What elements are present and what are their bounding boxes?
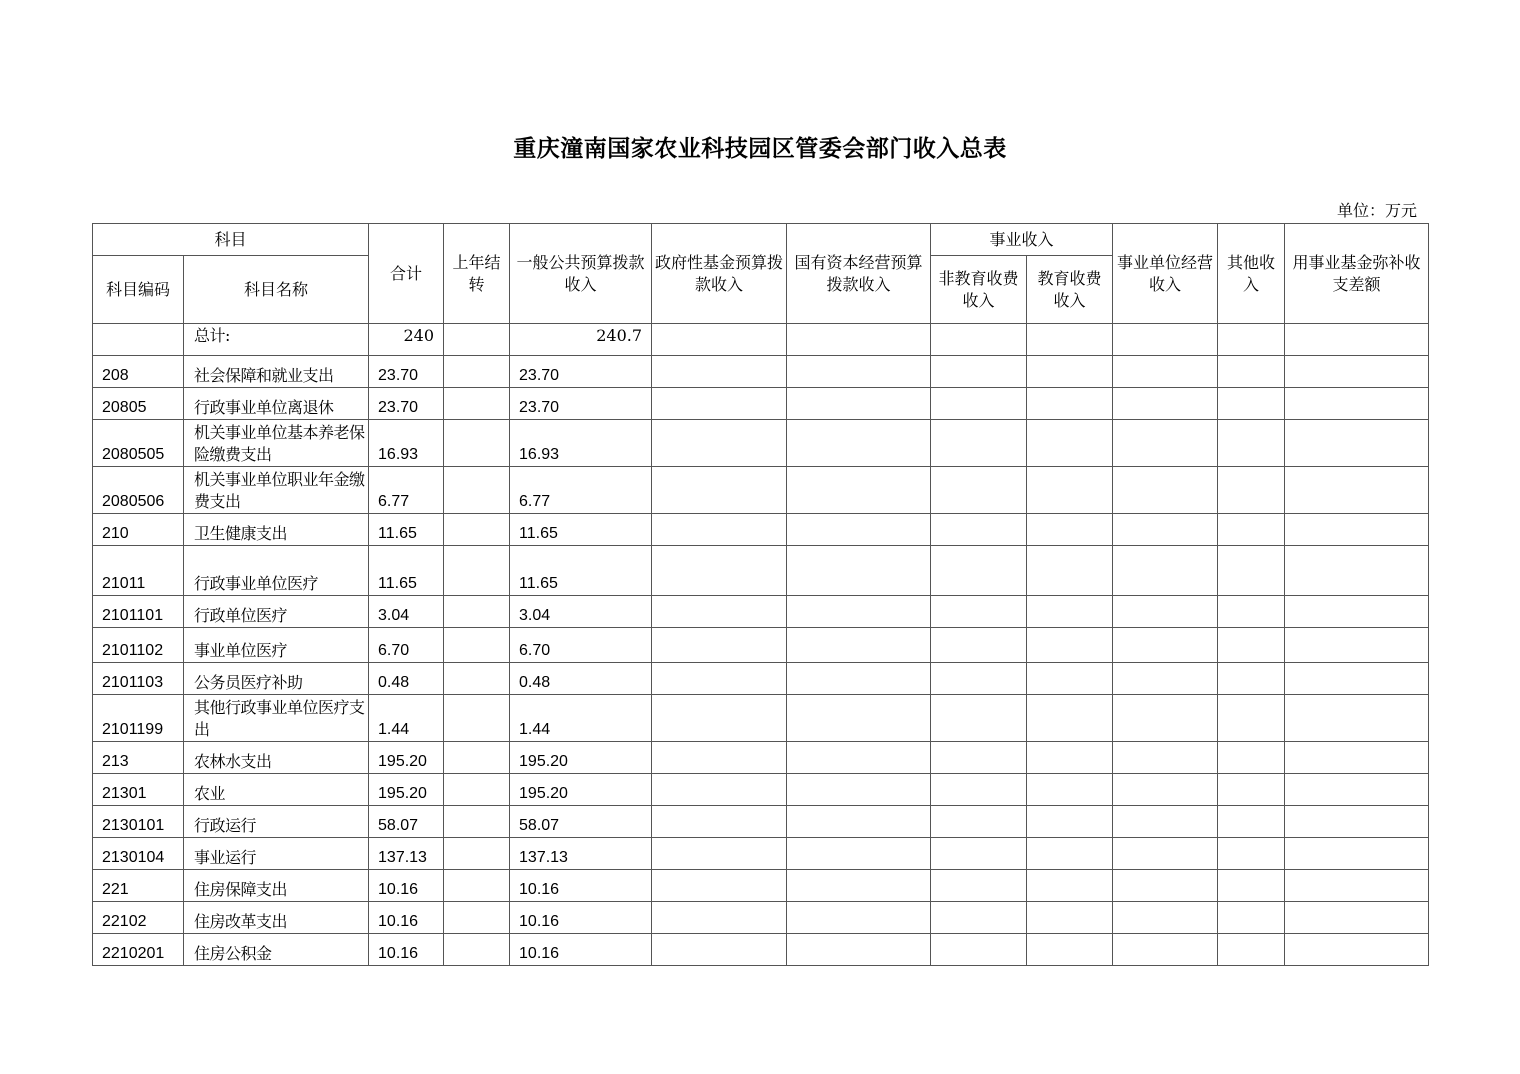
empty-cell [787, 388, 931, 420]
empty-cell [652, 663, 787, 695]
empty-cell [931, 514, 1027, 546]
general-budget-cell: 0.48 [510, 663, 652, 695]
empty-cell [1285, 838, 1429, 870]
total-cell: 195.20 [369, 742, 444, 774]
table-row [93, 628, 1429, 663]
name-cell: 公务员医疗补助 [184, 663, 369, 695]
empty-cell [1027, 663, 1113, 695]
empty-cell [652, 596, 787, 628]
table-row [93, 596, 1429, 628]
header-edu-fee: 教育收费收入 [1027, 256, 1113, 324]
empty-cell [931, 742, 1027, 774]
name-cell: 机关事业单位基本养老保险缴费支出 [184, 420, 369, 467]
general-budget-cell: 11.65 [510, 514, 652, 546]
name-cell: 住房改革支出 [184, 902, 369, 934]
unit-label: 单位：万元 [1336, 201, 1417, 220]
empty-cell [787, 695, 931, 742]
code-cell: 210 [93, 514, 184, 546]
header-subject-name: 科目名称 [184, 256, 369, 324]
empty-cell [1285, 628, 1429, 663]
header-general-budget: 一般公共预算拨款收入 [510, 224, 652, 324]
empty-cell [1218, 695, 1285, 742]
general-budget-cell: 10.16 [510, 902, 652, 934]
empty-cell [1218, 420, 1285, 467]
empty-cell [1027, 356, 1113, 388]
total-cell: 0.48 [369, 663, 444, 695]
empty-cell [1218, 356, 1285, 388]
header-fund-makeup: 用事业基金弥补收支差额 [1285, 224, 1429, 324]
carryover-cell [444, 934, 510, 966]
header-state-capital: 国有资本经营预算拨款收入 [787, 224, 931, 324]
code-cell: 221 [93, 870, 184, 902]
empty-cell [1027, 870, 1113, 902]
empty-cell [931, 596, 1027, 628]
table-row [93, 934, 1429, 966]
empty-cell [1218, 934, 1285, 966]
carryover-cell [444, 742, 510, 774]
total-cell: 16.93 [369, 420, 444, 467]
total-total-cell: 240 [369, 324, 444, 356]
table-row [93, 774, 1429, 806]
empty-cell [1113, 420, 1218, 467]
empty-cell [1027, 628, 1113, 663]
header-other-income: 其他收入 [1218, 224, 1285, 324]
empty-cell [787, 742, 931, 774]
empty-cell [1285, 934, 1429, 966]
empty-cell [1218, 806, 1285, 838]
carryover-cell [444, 870, 510, 902]
table-row [93, 546, 1429, 596]
table-row [93, 695, 1429, 742]
general-budget-cell: 3.04 [510, 596, 652, 628]
carryover-cell [444, 596, 510, 628]
carryover-cell [444, 663, 510, 695]
empty-cell [931, 663, 1027, 695]
empty-cell [1285, 742, 1429, 774]
empty-cell [787, 663, 931, 695]
general-budget-cell: 11.65 [510, 546, 652, 596]
empty-cell [931, 695, 1027, 742]
empty-cell [1113, 934, 1218, 966]
empty-cell [652, 806, 787, 838]
empty-cell [787, 774, 931, 806]
empty-cell [1285, 420, 1429, 467]
carryover-cell [444, 838, 510, 870]
code-cell: 2101199 [93, 695, 184, 742]
empty-cell [931, 870, 1027, 902]
code-cell: 2101101 [93, 596, 184, 628]
table-row [93, 806, 1429, 838]
income-summary-table [92, 223, 1429, 966]
general-budget-cell: 23.70 [510, 356, 652, 388]
empty-cell [931, 934, 1027, 966]
empty-cell [787, 596, 931, 628]
name-cell: 其他行政事业单位医疗支出 [184, 695, 369, 742]
empty-cell [1113, 774, 1218, 806]
name-cell: 行政事业单位离退休 [184, 388, 369, 420]
table-row [93, 663, 1429, 695]
table-row [93, 388, 1429, 420]
header-unit-operation: 事业单位经营收入 [1113, 224, 1218, 324]
general-budget-cell: 10.16 [510, 870, 652, 902]
empty-cell [931, 838, 1027, 870]
general-budget-cell: 6.70 [510, 628, 652, 663]
general-budget-cell: 10.16 [510, 934, 652, 966]
table-row [93, 420, 1429, 467]
general-budget-cell: 137.13 [510, 838, 652, 870]
empty-cell [931, 356, 1027, 388]
name-cell: 卫生健康支出 [184, 514, 369, 546]
empty-cell [1113, 596, 1218, 628]
code-cell: 21301 [93, 774, 184, 806]
empty-cell [652, 774, 787, 806]
empty-cell [1113, 356, 1218, 388]
empty-cell [787, 467, 931, 514]
empty-cell [787, 628, 931, 663]
empty-cell [1027, 596, 1113, 628]
table-row [93, 870, 1429, 902]
total-cell: 137.13 [369, 838, 444, 870]
empty-cell [931, 628, 1027, 663]
empty-cell [1113, 838, 1218, 870]
empty-cell [652, 695, 787, 742]
empty-cell [1027, 420, 1113, 467]
code-cell: 20805 [93, 388, 184, 420]
empty-cell [787, 514, 931, 546]
empty-cell [1285, 663, 1429, 695]
total-cell: 10.16 [369, 902, 444, 934]
empty-cell [787, 902, 931, 934]
name-cell: 行政单位医疗 [184, 596, 369, 628]
empty-cell [1285, 695, 1429, 742]
empty-cell [1027, 934, 1113, 966]
empty-cell [1218, 902, 1285, 934]
table-row [93, 356, 1429, 388]
header-total: 合计 [369, 224, 444, 324]
total-row [93, 324, 1429, 356]
code-cell: 2210201 [93, 934, 184, 966]
empty-cell [1113, 663, 1218, 695]
name-cell: 住房保障支出 [184, 870, 369, 902]
empty-cell [1218, 838, 1285, 870]
empty-cell [652, 546, 787, 596]
carryover-cell [444, 546, 510, 596]
total-general-cell: 240.7 [510, 324, 652, 356]
carryover-cell [444, 467, 510, 514]
empty-cell [1113, 742, 1218, 774]
total-code-cell [93, 324, 184, 356]
empty-cell [1027, 388, 1113, 420]
code-cell: 21011 [93, 546, 184, 596]
name-cell: 事业单位医疗 [184, 628, 369, 663]
empty-cell [1285, 774, 1429, 806]
empty-cell [652, 388, 787, 420]
total-carryover-cell [444, 324, 510, 356]
empty-cell [787, 356, 931, 388]
code-cell: 213 [93, 742, 184, 774]
empty-cell [1218, 546, 1285, 596]
empty-cell [1113, 806, 1218, 838]
name-cell: 农林水支出 [184, 742, 369, 774]
empty-cell [787, 806, 931, 838]
total-cell: 3.04 [369, 596, 444, 628]
empty-cell [1113, 388, 1218, 420]
total-cell: 1.44 [369, 695, 444, 742]
empty-cell [1285, 388, 1429, 420]
empty-cell [1285, 596, 1429, 628]
header-business-income: 事业收入 [931, 224, 1113, 256]
empty-cell [652, 742, 787, 774]
name-cell: 住房公积金 [184, 934, 369, 966]
empty-cell [1027, 695, 1113, 742]
empty-cell [1218, 628, 1285, 663]
general-budget-cell: 16.93 [510, 420, 652, 467]
empty-cell [1218, 467, 1285, 514]
empty-cell [1027, 467, 1113, 514]
carryover-cell [444, 806, 510, 838]
name-cell: 社会保障和就业支出 [184, 356, 369, 388]
empty-cell [1113, 902, 1218, 934]
empty-cell [1218, 870, 1285, 902]
empty-cell [1218, 388, 1285, 420]
name-cell: 农业 [184, 774, 369, 806]
header-subject: 科目 [93, 224, 369, 256]
header-subject-code: 科目编码 [93, 256, 184, 324]
name-cell: 行政事业单位医疗 [184, 546, 369, 596]
total-cell: 195.20 [369, 774, 444, 806]
empty-cell [652, 934, 787, 966]
carryover-cell [444, 356, 510, 388]
empty-cell [1113, 467, 1218, 514]
carryover-cell [444, 628, 510, 663]
general-budget-cell: 23.70 [510, 388, 652, 420]
empty-cell [652, 628, 787, 663]
table-row [93, 742, 1429, 774]
empty-cell [652, 514, 787, 546]
empty-cell [1285, 806, 1429, 838]
table-row [93, 514, 1429, 546]
general-budget-cell: 195.20 [510, 742, 652, 774]
empty-cell [1285, 514, 1429, 546]
empty-cell [787, 546, 931, 596]
total-cell: 10.16 [369, 934, 444, 966]
empty-cell [787, 934, 931, 966]
empty-cell [1218, 596, 1285, 628]
empty-cell [931, 467, 1027, 514]
empty-cell [1218, 663, 1285, 695]
carryover-cell [444, 514, 510, 546]
header-gov-fund: 政府性基金预算拨款收入 [652, 224, 787, 324]
empty-cell [1027, 774, 1113, 806]
name-cell: 机关事业单位职业年金缴费支出 [184, 467, 369, 514]
total-cell: 6.77 [369, 467, 444, 514]
empty-cell [1218, 742, 1285, 774]
code-cell: 22102 [93, 902, 184, 934]
empty-cell [1113, 514, 1218, 546]
empty-cell [1027, 546, 1113, 596]
empty-cell [1285, 902, 1429, 934]
page-title: 重庆潼南国家农业科技园区管委会部门收入总表 [513, 135, 1007, 162]
empty-cell [1285, 870, 1429, 902]
code-cell: 2130104 [93, 838, 184, 870]
empty-cell [1027, 902, 1113, 934]
empty-cell [652, 870, 787, 902]
code-cell: 2101103 [93, 663, 184, 695]
empty-cell [787, 870, 931, 902]
empty-cell [931, 388, 1027, 420]
empty-cell [1218, 774, 1285, 806]
empty-cell [1285, 356, 1429, 388]
general-budget-cell: 195.20 [510, 774, 652, 806]
carryover-cell [444, 420, 510, 467]
empty-cell [1027, 514, 1113, 546]
empty-cell [1113, 695, 1218, 742]
empty-cell [1218, 514, 1285, 546]
empty-cell [1027, 838, 1113, 870]
empty-cell [652, 420, 787, 467]
table-row [93, 838, 1429, 870]
code-cell: 208 [93, 356, 184, 388]
empty-cell [1113, 628, 1218, 663]
carryover-cell [444, 902, 510, 934]
general-budget-cell: 1.44 [510, 695, 652, 742]
name-cell: 行政运行 [184, 806, 369, 838]
general-budget-cell: 58.07 [510, 806, 652, 838]
empty-cell [1113, 546, 1218, 596]
code-cell: 2080506 [93, 467, 184, 514]
total-cell: 10.16 [369, 870, 444, 902]
general-budget-cell: 6.77 [510, 467, 652, 514]
carryover-cell [444, 695, 510, 742]
total-cell: 23.70 [369, 356, 444, 388]
empty-cell [652, 902, 787, 934]
empty-cell [652, 356, 787, 388]
total-name-cell: 总计: [184, 324, 369, 356]
total-cell: 11.65 [369, 546, 444, 596]
empty-cell [931, 806, 1027, 838]
total-cell: 23.70 [369, 388, 444, 420]
empty-cell [787, 420, 931, 467]
empty-cell [931, 546, 1027, 596]
table-row [93, 467, 1429, 514]
carryover-cell [444, 774, 510, 806]
code-cell: 2080505 [93, 420, 184, 467]
empty-cell [652, 467, 787, 514]
code-cell: 2130101 [93, 806, 184, 838]
empty-cell [1285, 467, 1429, 514]
carryover-cell [444, 388, 510, 420]
empty-cell [787, 838, 931, 870]
code-cell: 2101102 [93, 628, 184, 663]
empty-cell [1027, 806, 1113, 838]
empty-cell [1285, 546, 1429, 596]
header-carryover: 上年结转 [444, 224, 510, 324]
name-cell: 事业运行 [184, 838, 369, 870]
header-non-edu-fee: 非教育收费收入 [931, 256, 1027, 324]
empty-cell [931, 774, 1027, 806]
total-cell: 58.07 [369, 806, 444, 838]
table-row [93, 902, 1429, 934]
empty-cell [1113, 870, 1218, 902]
empty-cell [931, 902, 1027, 934]
empty-cell [931, 420, 1027, 467]
total-cell: 11.65 [369, 514, 444, 546]
empty-cell [652, 838, 787, 870]
empty-cell [1027, 742, 1113, 774]
total-cell: 6.70 [369, 628, 444, 663]
